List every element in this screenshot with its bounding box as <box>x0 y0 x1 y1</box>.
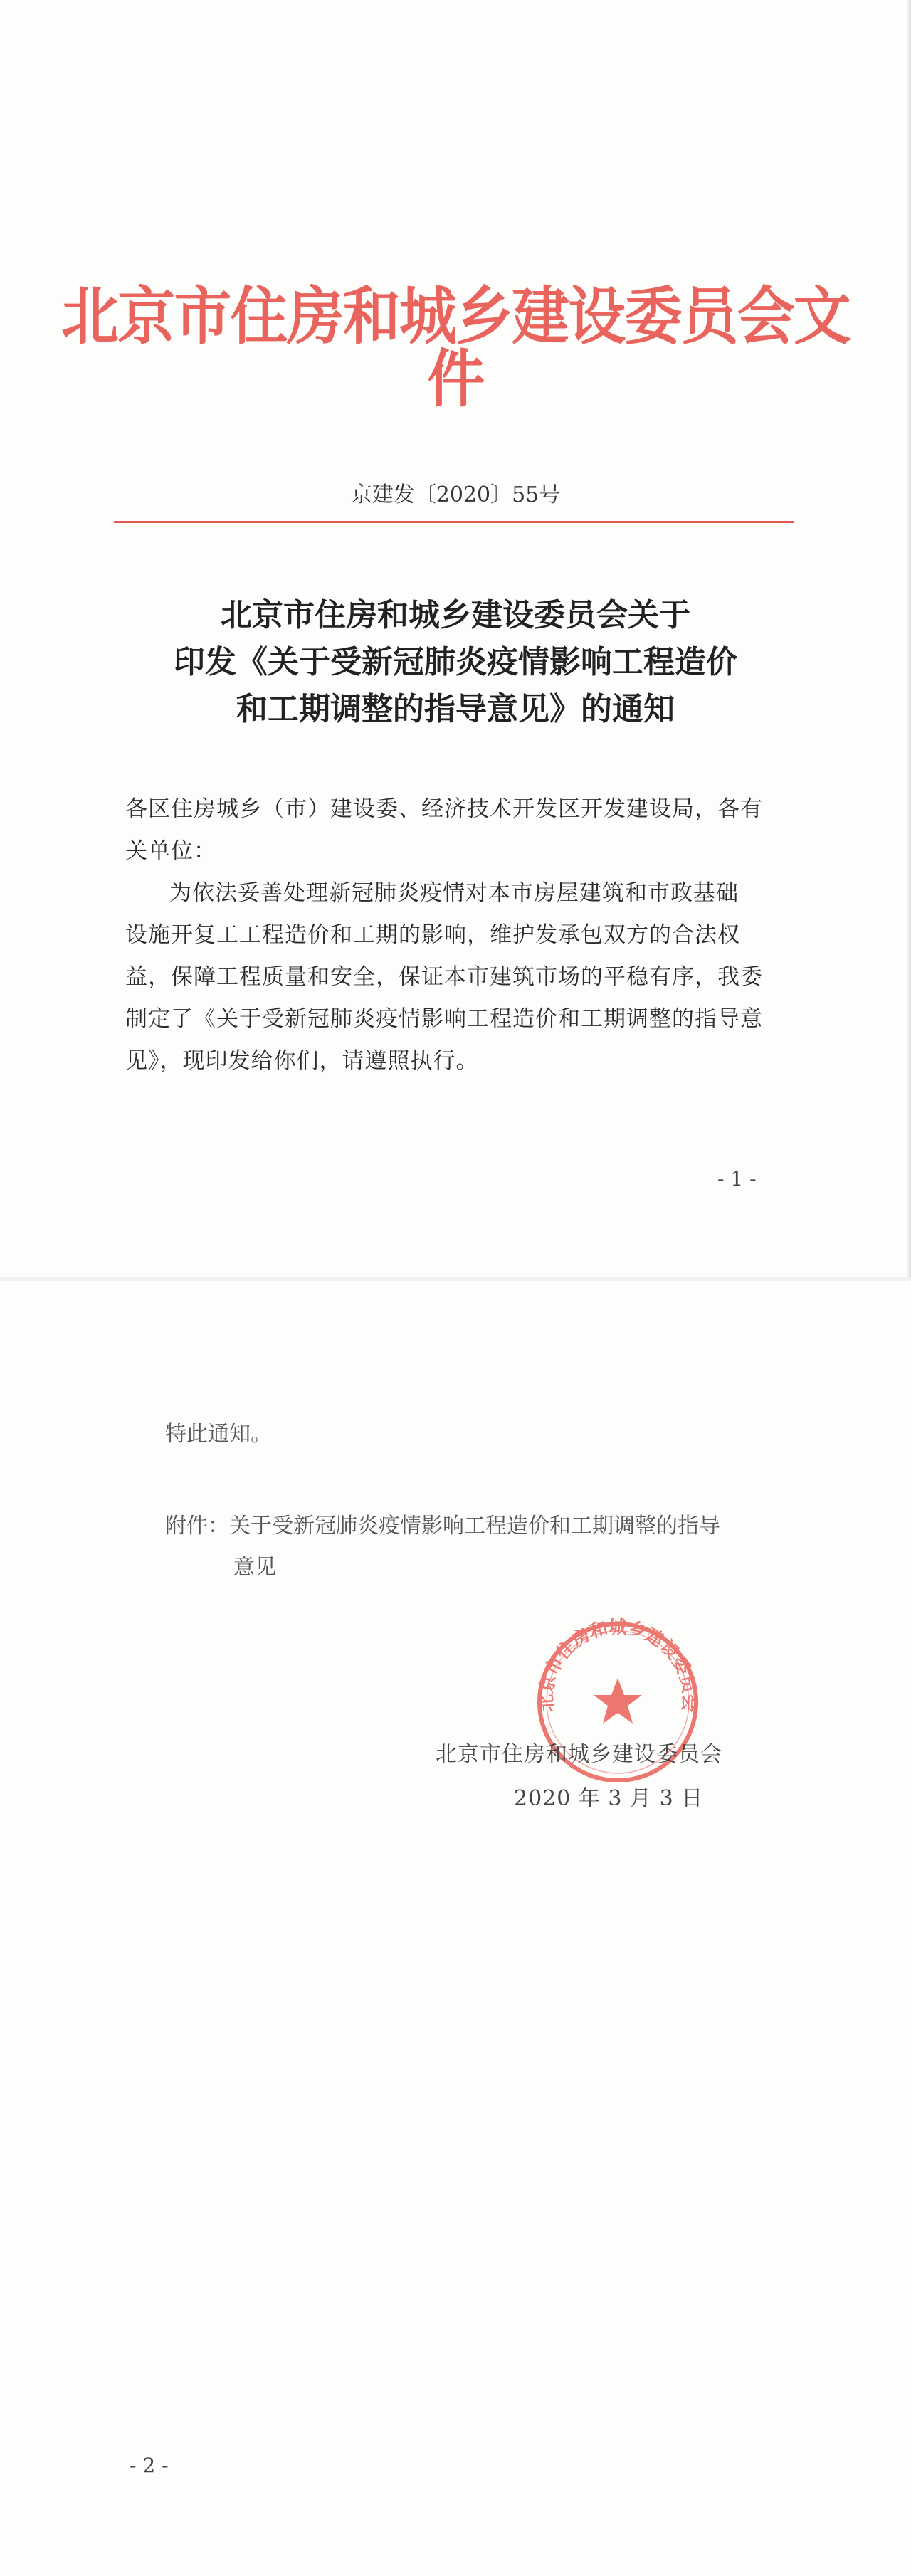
body-line: 见》，现印发给你们，请遵照执行。 <box>125 1048 479 1074</box>
red-header-title: 北京市住房和城乡建设委员会文件 <box>61 279 850 416</box>
body-paragraph <box>125 872 794 1082</box>
body-line: 为依法妥善处理新冠肺炎疫情对本市房屋建筑和市政基础 <box>169 880 739 906</box>
closing-text: 特此通知。 <box>165 1422 272 1447</box>
body-line: 益，保障工程质量和安全，保证本市建筑市场的平稳有序，我委 <box>125 964 763 990</box>
red-header-rule <box>114 521 794 523</box>
body-line: 制定了《关于受新冠肺炎疫情影响工程造价和工期调整的指导意 <box>125 1006 763 1032</box>
seal-text: 北京市住房和城乡建设委员会 <box>535 1617 700 1713</box>
page-divider <box>0 1277 911 1281</box>
page-number: - 1 - <box>717 1167 757 1191</box>
attachment-line: 意见 <box>233 1555 276 1580</box>
addressee-line: 各区住房城乡（市）建设委、经济技术开发区开发建设局，各有 <box>125 796 763 822</box>
page-number: - 2 - <box>130 2454 169 2477</box>
addressee <box>125 788 794 872</box>
signature-date: 2020 年 3 月 3 日 <box>514 1786 704 1811</box>
notice-title-line: 和工期调整的指导意见》的通知 <box>236 691 675 727</box>
addressee-line: 关单位： <box>125 838 216 864</box>
document-number: 京建发〔2020〕55号 <box>350 482 561 507</box>
body-line: 设施开复工工程造价和工期的影响，维护发承包双方的合法权 <box>125 922 740 948</box>
page-2 <box>0 1279 911 2576</box>
signature-organization: 北京市住房和城乡建设委员会 <box>436 1742 722 1767</box>
seal-star-icon <box>594 1678 642 1724</box>
attachment <box>165 1506 720 1588</box>
attachment-line: 附件：关于受新冠肺炎疫情影响工程造价和工期调整的指导 <box>165 1514 720 1538</box>
notice-title-line: 北京市住房和城乡建设委员会关于 <box>221 597 690 633</box>
notice-title <box>0 592 911 733</box>
notice-title-line: 印发《关于受新冠肺炎疫情影响工程造价 <box>174 644 737 680</box>
